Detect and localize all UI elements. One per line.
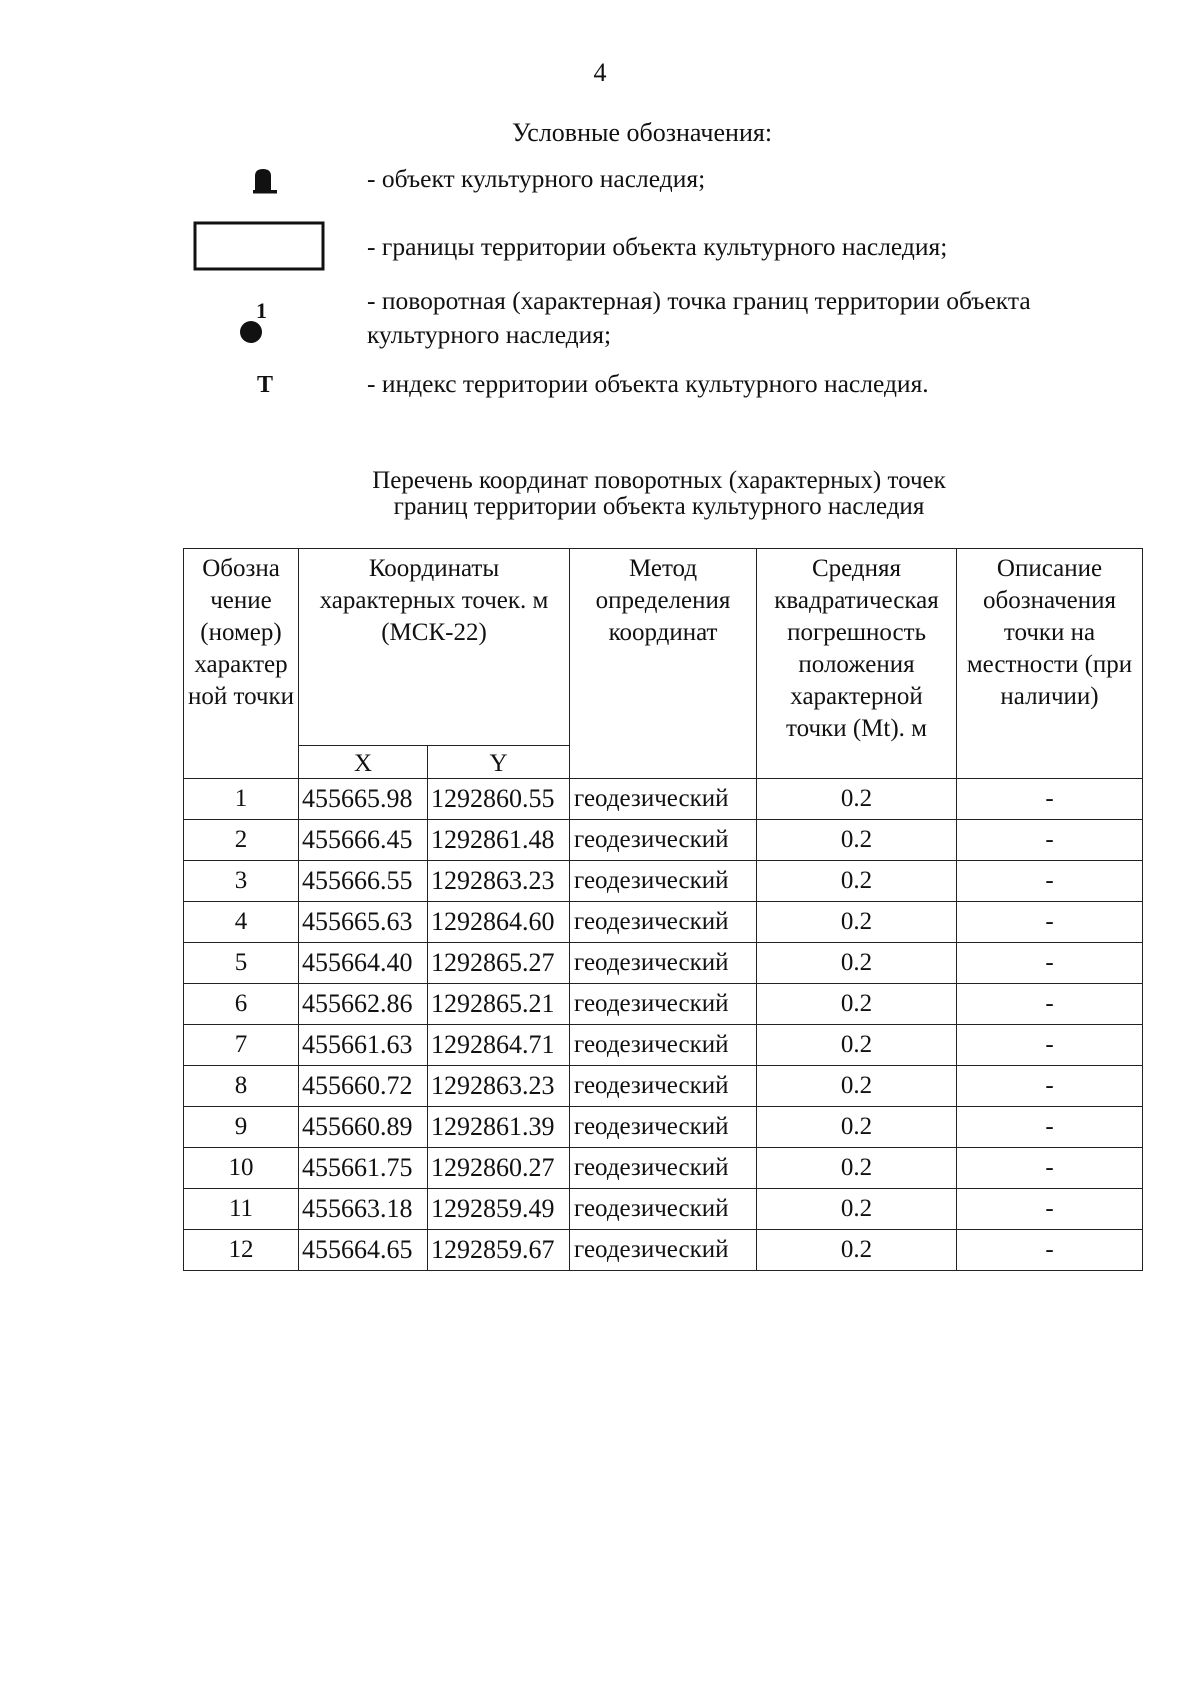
- cell-x-coordinate: 455665.63: [299, 902, 428, 943]
- cell-method: геодезический: [570, 1066, 757, 1107]
- legend-text-turning-point: - поворотная (характерная) точка границ территории объекта культурного наследия;: [367, 286, 1031, 349]
- table-body: [184, 779, 1143, 1271]
- cell-error: 0.2: [757, 943, 957, 984]
- cell-error: 0.2: [757, 902, 957, 943]
- cell-x-coordinate: 455660.89: [299, 1107, 428, 1148]
- legend-text-monument: - объект культурного наследия;: [367, 164, 706, 193]
- cell-x-coordinate: 455665.98: [299, 779, 428, 820]
- table-row: [184, 1066, 1143, 1107]
- header-x: X: [299, 746, 428, 779]
- cell-y-coordinate: 1292865.21: [428, 984, 570, 1025]
- table-row: [184, 902, 1143, 943]
- cell-description: -: [957, 943, 1143, 984]
- cell-x-coordinate: 455663.18: [299, 1189, 428, 1230]
- cell-error: 0.2: [757, 861, 957, 902]
- turning-point-number: 1: [256, 298, 267, 323]
- cell-x-coordinate: 455661.75: [299, 1148, 428, 1189]
- header-designation: Обозна чение (номер) характер ной точки: [184, 549, 299, 779]
- cell-error: 0.2: [757, 984, 957, 1025]
- cell-y-coordinate: 1292863.23: [428, 861, 570, 902]
- cell-point-number: 5: [184, 943, 299, 984]
- table-row: [184, 1230, 1143, 1271]
- legend-title: Условные обозначения:: [512, 118, 773, 147]
- cell-description: -: [957, 1066, 1143, 1107]
- cell-description: -: [957, 1148, 1143, 1189]
- table-title-line1: Перечень координат поворотных (характерных) точек: [372, 467, 946, 494]
- cell-point-number: 11: [184, 1189, 299, 1230]
- header-error: Средняя квадратическая погрешность положения характерной точки (Mt). м: [757, 549, 957, 779]
- cell-y-coordinate: 1292861.39: [428, 1107, 570, 1148]
- table-row: [184, 984, 1143, 1025]
- header-description: Описание обозначения точки на местности (при наличии): [957, 549, 1143, 779]
- cell-description: -: [957, 1189, 1143, 1230]
- cell-x-coordinate: 455664.65: [299, 1230, 428, 1271]
- cell-method: геодезический: [570, 1230, 757, 1271]
- territory-index-icon: Т: [257, 372, 274, 398]
- cell-method: геодезический: [570, 984, 757, 1025]
- cell-y-coordinate: 1292863.23: [428, 1066, 570, 1107]
- cell-error: 0.2: [757, 779, 957, 820]
- cell-method: геодезический: [570, 1189, 757, 1230]
- cell-y-coordinate: 1292859.49: [428, 1189, 570, 1230]
- cell-x-coordinate: 455661.63: [299, 1025, 428, 1066]
- cell-method: геодезический: [570, 861, 757, 902]
- table-row: [184, 1025, 1143, 1066]
- table-row: [184, 861, 1143, 902]
- table-title: [0, 468, 1200, 520]
- cell-y-coordinate: 1292859.67: [428, 1230, 570, 1271]
- cell-error: 0.2: [757, 1230, 957, 1271]
- cell-point-number: 7: [184, 1025, 299, 1066]
- cell-point-number: 12: [184, 1230, 299, 1271]
- cell-method: геодезический: [570, 779, 757, 820]
- cell-y-coordinate: 1292865.27: [428, 943, 570, 984]
- cell-description: -: [957, 779, 1143, 820]
- cell-description: -: [957, 902, 1143, 943]
- header-y: Y: [428, 746, 570, 779]
- cell-description: -: [957, 820, 1143, 861]
- cell-point-number: 1: [184, 779, 299, 820]
- table-row: [184, 779, 1143, 820]
- table-row: [184, 1107, 1143, 1148]
- table-header-row: [184, 549, 1143, 746]
- cell-method: геодезический: [570, 1107, 757, 1148]
- monument-icon: [252, 167, 278, 195]
- cell-description: -: [957, 1025, 1143, 1066]
- cell-error: 0.2: [757, 1025, 957, 1066]
- cell-y-coordinate: 1292861.48: [428, 820, 570, 861]
- cell-method: геодезический: [570, 1148, 757, 1189]
- table-row: [184, 1148, 1143, 1189]
- cell-method: геодезический: [570, 943, 757, 984]
- cell-point-number: 9: [184, 1107, 299, 1148]
- cell-x-coordinate: 455666.55: [299, 861, 428, 902]
- table-row: [184, 820, 1143, 861]
- cell-x-coordinate: 455666.45: [299, 820, 428, 861]
- cell-method: геодезический: [570, 1025, 757, 1066]
- cell-point-number: 10: [184, 1148, 299, 1189]
- table-row: [184, 1189, 1143, 1230]
- cell-point-number: 8: [184, 1066, 299, 1107]
- cell-error: 0.2: [757, 820, 957, 861]
- coordinates-table: [183, 548, 1143, 1271]
- cell-point-number: 4: [184, 902, 299, 943]
- cell-point-number: 6: [184, 984, 299, 1025]
- cell-error: 0.2: [757, 1189, 957, 1230]
- cell-point-number: 2: [184, 820, 299, 861]
- cell-y-coordinate: 1292864.60: [428, 902, 570, 943]
- table-row: [184, 943, 1143, 984]
- cell-method: геодезический: [570, 820, 757, 861]
- cell-y-coordinate: 1292864.71: [428, 1025, 570, 1066]
- cell-point-number: 3: [184, 861, 299, 902]
- cell-error: 0.2: [757, 1148, 957, 1189]
- boundary-rectangle-icon: [193, 221, 326, 272]
- cell-description: -: [957, 1230, 1143, 1271]
- cell-error: 0.2: [757, 1107, 957, 1148]
- legend-text-territory-index: - индекс территории объекта культурного наследия.: [367, 369, 929, 398]
- cell-x-coordinate: 455664.40: [299, 943, 428, 984]
- cell-description: -: [957, 1107, 1143, 1148]
- cell-y-coordinate: 1292860.55: [428, 779, 570, 820]
- cell-x-coordinate: 455662.86: [299, 984, 428, 1025]
- table-title-line2: границ территории объекта культурного наследия: [393, 493, 925, 520]
- cell-error: 0.2: [757, 1066, 957, 1107]
- header-coordinates: Координаты характерных точек. м (МСК-22): [299, 549, 570, 746]
- cell-y-coordinate: 1292860.27: [428, 1148, 570, 1189]
- page-number: 4: [593, 58, 607, 87]
- cell-x-coordinate: 455660.72: [299, 1066, 428, 1107]
- legend-text-boundary: - границы территории объекта культурного наследия;: [367, 232, 948, 261]
- cell-method: геодезический: [570, 902, 757, 943]
- cell-description: -: [957, 984, 1143, 1025]
- cell-description: -: [957, 861, 1143, 902]
- header-method: Метод определения координат: [570, 549, 757, 779]
